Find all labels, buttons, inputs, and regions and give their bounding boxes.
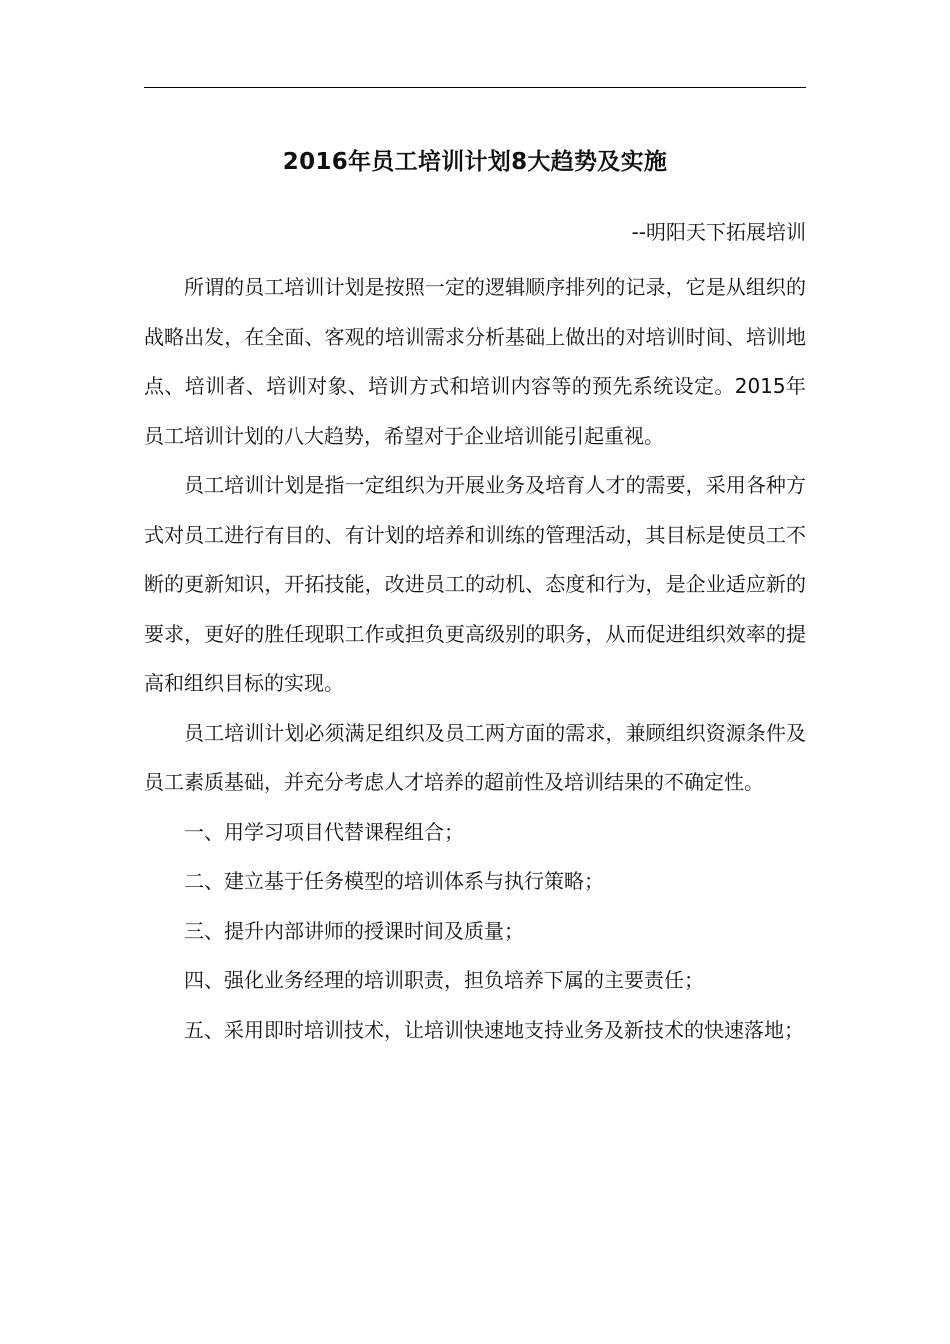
list-item-2: 二、建立基于任务模型的培训体系与执行策略； (184, 869, 604, 893)
list-item-5: 五、采用即时培训技术，让培训快速地支持业务及新技术的快速落地； (184, 1017, 804, 1042)
paragraph-intro: 所谓的员工培训计划是按照一定的逻辑顺序排列的记录，它是从组织的战略出发，在全面、客观的培训需求分析基础上做出的对培训时间、培训地点、培训者、培训对象、培训方式和培训内容等的预先系统设定。2015年员工培训计划的八大趋势，希望对于企业培训能引起重视。 (144, 275, 806, 448)
list-item-4: 四、强化业务经理的培训职责，担负培养下属的主要责任； (184, 968, 704, 992)
document-byline: --明阳天下拓展培训 (631, 220, 806, 244)
document-body (144, 263, 806, 1055)
paragraph-definition: 员工培训计划是指一定组织为开展业务及培育人才的需要，采用各种方式对员工进行有目的、有计划的培养和训练的管理活动，其目标是使员工不断的更新知识，开拓技能，改进员工的动机、态度和行为，是企业适应新的要求，更好的胜任现职工作或担负更高级别的职务，从而促进组织效率的提高和组织目标的实现。 (144, 473, 806, 695)
list-item-3: 三、提升内部讲师的授课时间及质量； (184, 918, 524, 943)
paragraph-requirements: 员工培训计划必须满足组织及员工两方面的需求，兼顾组织资源条件及员工素质基础，并充分考虑人才培养的超前性及培训结果的不确定性。 (144, 720, 806, 794)
document-title: 2016年员工培训计划8大趋势及实施 (282, 149, 668, 175)
list-item-1: 一、用学习项目代替课程组合； (184, 819, 464, 844)
header-rule (144, 87, 806, 88)
